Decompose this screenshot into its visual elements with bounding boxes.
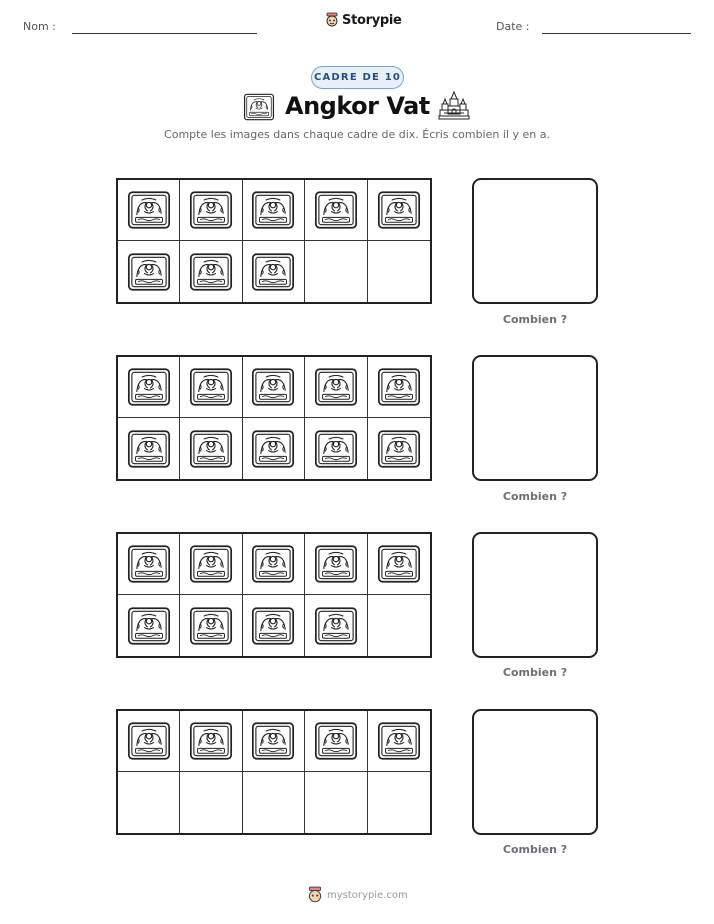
carved-relief-tile-icon	[189, 721, 233, 761]
carved-relief-tile-icon	[251, 367, 295, 407]
frame-cell	[243, 180, 305, 241]
frame-cell	[368, 357, 430, 418]
frame-cell	[180, 241, 242, 302]
frame-cell	[180, 180, 242, 241]
frame-cell	[368, 534, 430, 595]
carved-relief-tile-icon	[377, 429, 421, 469]
page-title: Angkor Vat	[285, 92, 430, 120]
frame-cell	[180, 711, 242, 772]
title-row	[0, 90, 714, 126]
angkor-temple-icon	[438, 91, 470, 126]
carved-relief-tile-icon	[127, 544, 171, 584]
frame-cell	[180, 772, 242, 833]
footer	[307, 886, 408, 904]
instructions: Compte les images dans chaque cadre de dix. Écris combien il y en a.	[164, 128, 550, 141]
frame-cell	[368, 418, 430, 479]
carved-relief-tile-icon	[314, 544, 358, 584]
frame-cell	[180, 595, 242, 656]
frame-cell	[305, 595, 367, 656]
carved-relief-tile-icon	[377, 367, 421, 407]
frame-cell	[180, 534, 242, 595]
carved-relief-tile-icon	[189, 544, 233, 584]
ten-frame-2	[116, 355, 432, 481]
ten-frame-4	[116, 709, 432, 835]
answer-box-3[interactable]	[472, 532, 598, 658]
frame-cell	[305, 357, 367, 418]
answer-box-4[interactable]	[472, 709, 598, 835]
frame-cell	[243, 772, 305, 833]
worksheet-type-badge: CADRE DE 10	[311, 66, 404, 89]
storypie-mascot-icon	[325, 12, 339, 28]
answer-label-4: Combien ?	[502, 843, 568, 856]
carved-relief-tile-icon	[127, 721, 171, 761]
frame-cell	[305, 711, 367, 772]
carved-relief-tile-icon	[189, 252, 233, 292]
answer-label-2: Combien ?	[502, 490, 568, 503]
carved-relief-tile-icon	[189, 606, 233, 646]
frame-cell	[368, 180, 430, 241]
carved-relief-tile-icon	[314, 721, 358, 761]
carved-relief-tile-icon	[251, 190, 295, 230]
date-label: Date :	[496, 20, 530, 33]
carved-relief-tile-icon	[243, 93, 275, 126]
frame-cell	[305, 418, 367, 479]
carved-relief-tile-icon	[377, 190, 421, 230]
storypie-mascot-icon	[307, 886, 323, 904]
carved-relief-tile-icon	[251, 429, 295, 469]
carved-relief-tile-icon	[314, 367, 358, 407]
brand-name: Storypie	[342, 12, 402, 28]
frame-cell	[243, 711, 305, 772]
frame-cell	[305, 180, 367, 241]
carved-relief-tile-icon	[377, 721, 421, 761]
frame-cell	[368, 595, 430, 656]
carved-relief-tile-icon	[314, 429, 358, 469]
footer-url: mystorypie.com	[327, 889, 408, 901]
carved-relief-tile-icon	[127, 429, 171, 469]
frame-cell	[368, 711, 430, 772]
date-write-line[interactable]	[542, 33, 691, 34]
frame-cell	[243, 241, 305, 302]
ten-frame-1	[116, 178, 432, 304]
answer-box-1[interactable]	[472, 178, 598, 304]
frame-cell	[305, 241, 367, 302]
frame-cell	[305, 534, 367, 595]
frame-cell	[118, 711, 180, 772]
name-write-line[interactable]	[72, 33, 257, 34]
frame-cell	[118, 241, 180, 302]
frame-cell	[243, 418, 305, 479]
carved-relief-tile-icon	[189, 190, 233, 230]
frame-cell	[243, 595, 305, 656]
storypie-logo	[325, 12, 402, 28]
frame-cell	[243, 357, 305, 418]
carved-relief-tile-icon	[189, 429, 233, 469]
answer-label-3: Combien ?	[502, 666, 568, 679]
frame-cell	[180, 357, 242, 418]
frame-cell	[118, 772, 180, 833]
frame-cell	[305, 772, 367, 833]
name-label: Nom :	[23, 20, 56, 33]
carved-relief-tile-icon	[314, 190, 358, 230]
carved-relief-tile-icon	[251, 252, 295, 292]
frame-cell	[118, 418, 180, 479]
carved-relief-tile-icon	[127, 367, 171, 407]
answer-label-1: Combien ?	[502, 313, 568, 326]
carved-relief-tile-icon	[251, 544, 295, 584]
carved-relief-tile-icon	[127, 606, 171, 646]
carved-relief-tile-icon	[127, 252, 171, 292]
carved-relief-tile-icon	[127, 190, 171, 230]
ten-frame-3	[116, 532, 432, 658]
carved-relief-tile-icon	[314, 606, 358, 646]
frame-cell	[118, 357, 180, 418]
frame-cell	[368, 241, 430, 302]
frame-cell	[118, 534, 180, 595]
frame-cell	[118, 180, 180, 241]
frame-cell	[243, 534, 305, 595]
carved-relief-tile-icon	[251, 606, 295, 646]
carved-relief-tile-icon	[377, 544, 421, 584]
answer-box-2[interactable]	[472, 355, 598, 481]
frame-cell	[368, 772, 430, 833]
frame-cell	[180, 418, 242, 479]
frame-cell	[118, 595, 180, 656]
carved-relief-tile-icon	[189, 367, 233, 407]
carved-relief-tile-icon	[251, 721, 295, 761]
